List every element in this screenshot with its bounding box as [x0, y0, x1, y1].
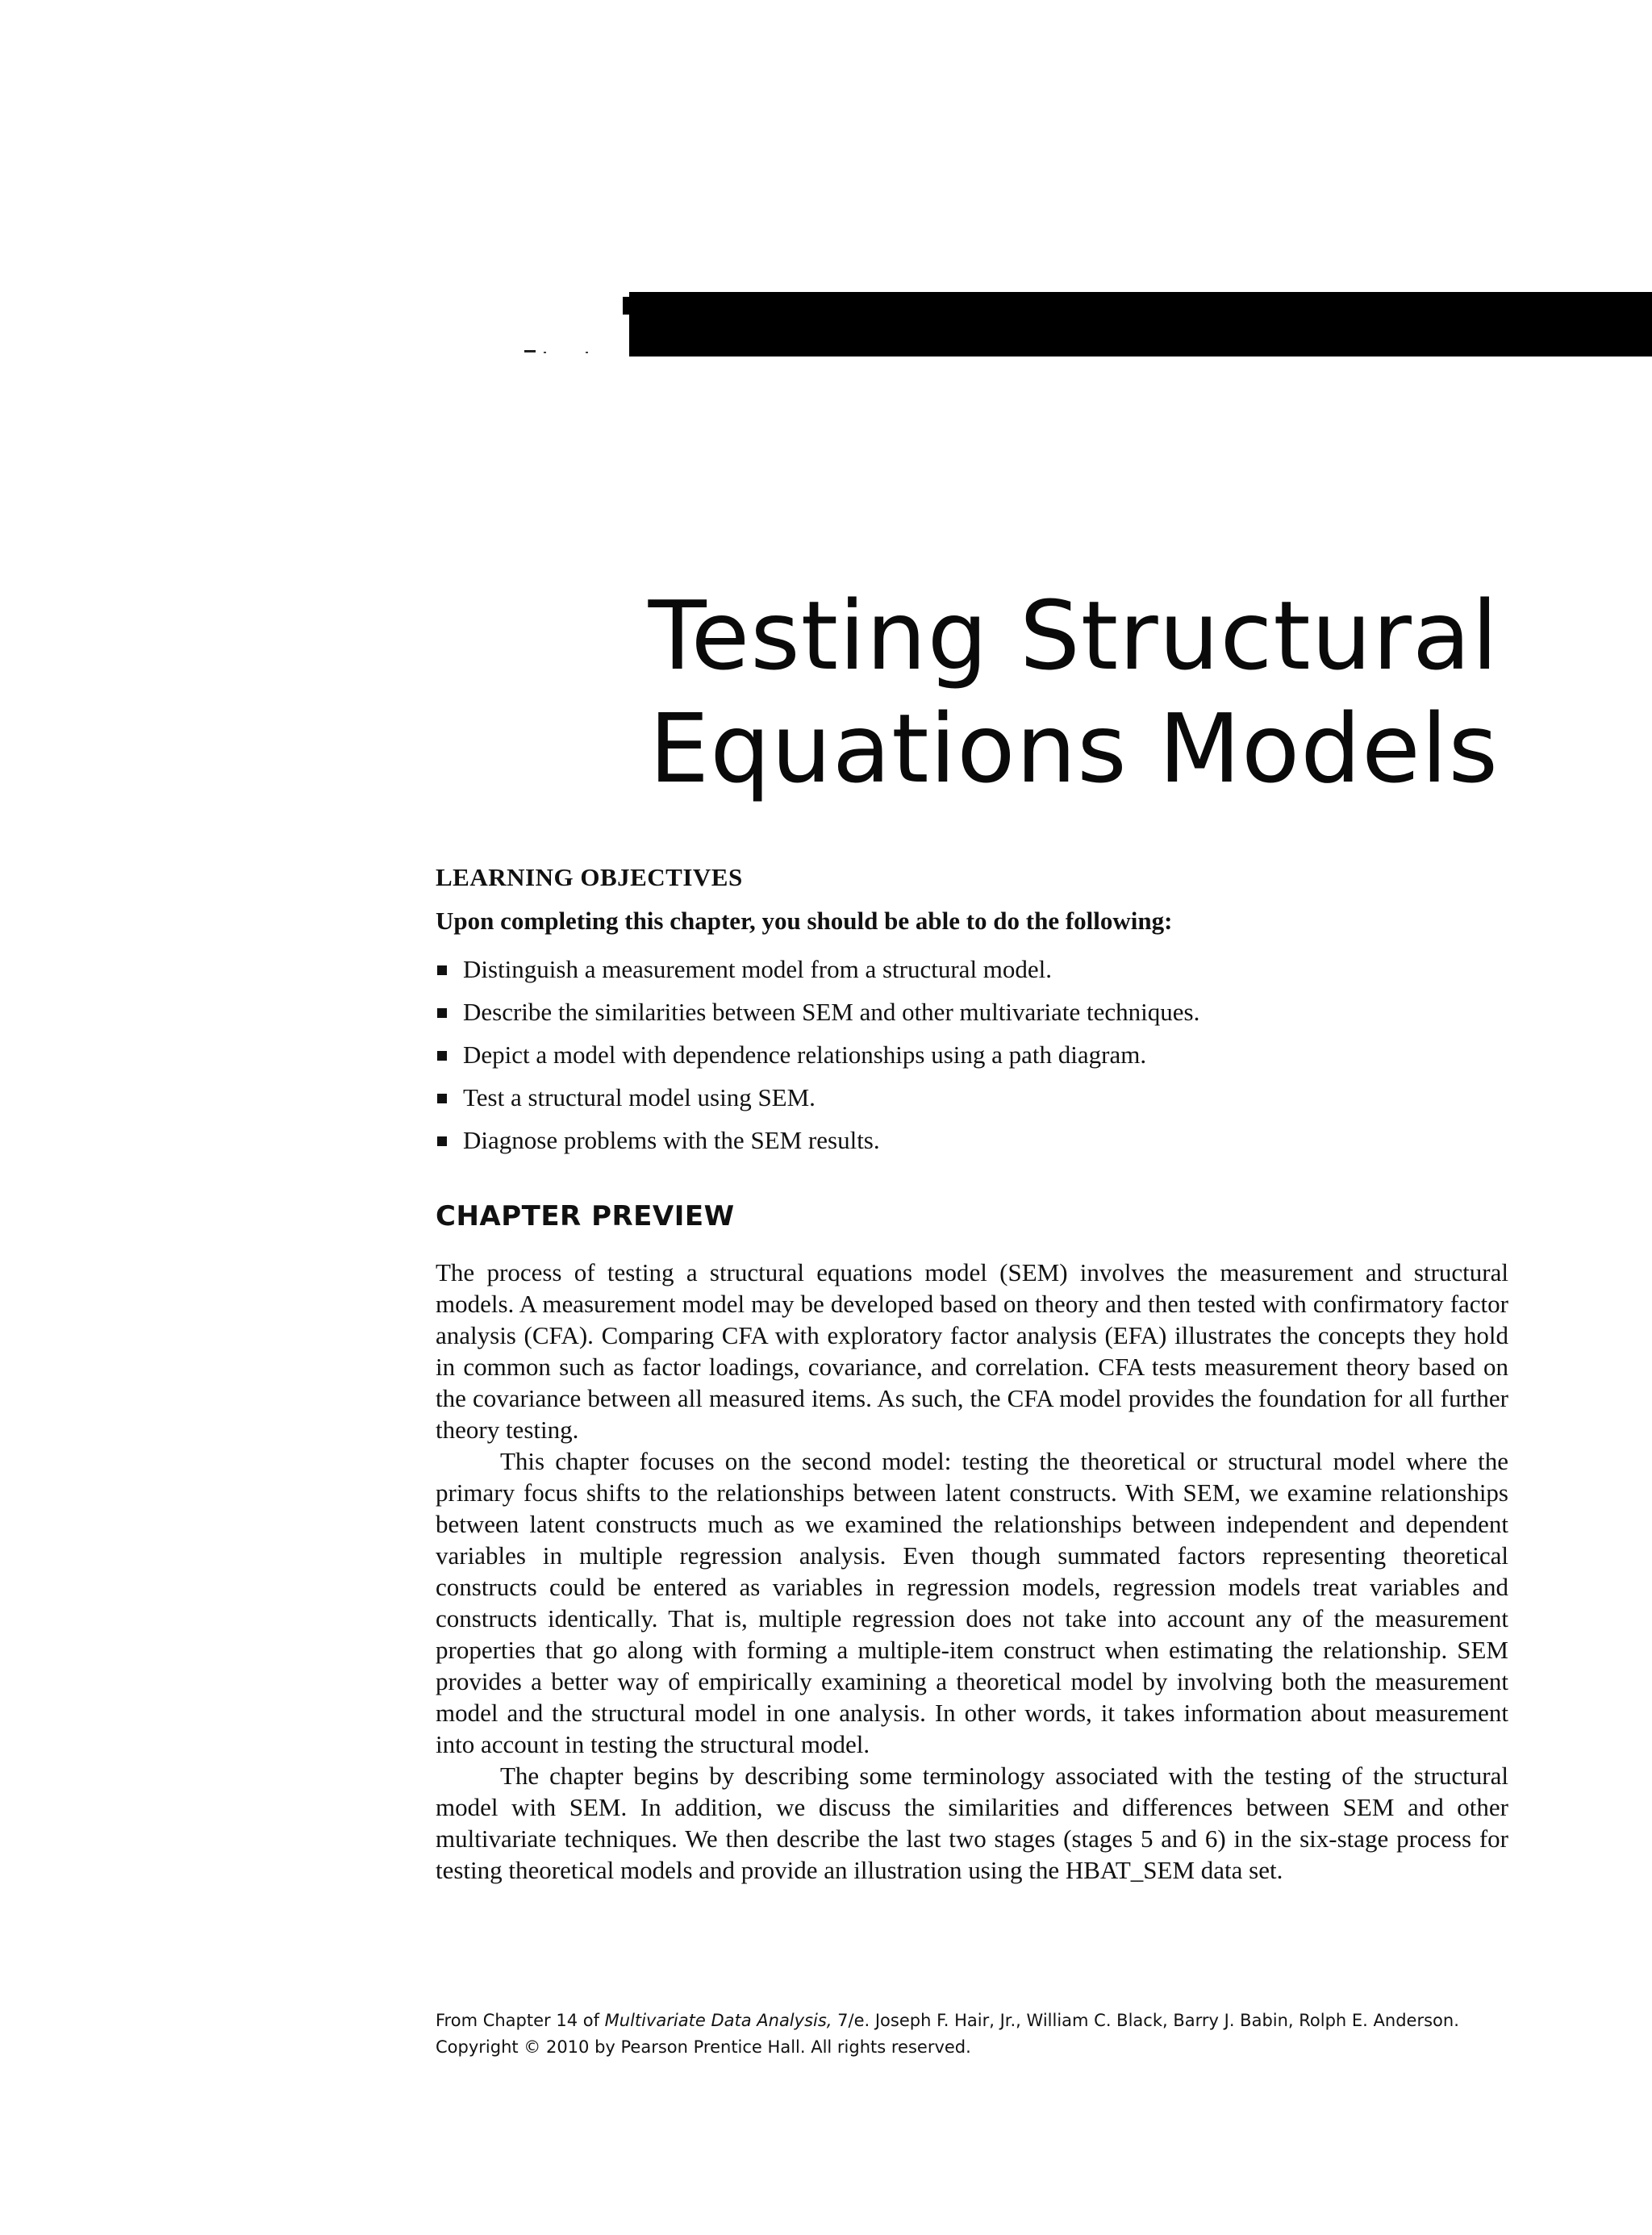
square-bullet-icon — [437, 1051, 447, 1061]
objective-item — [436, 955, 1508, 984]
objective-text: Depict a model with dependence relationships using a path diagram. — [463, 1040, 1147, 1069]
square-bullet-icon — [437, 965, 447, 975]
copyright-line: Copyright © 2010 by Pearson Prentice Hall. All rights reserved. — [436, 2037, 971, 2057]
scan-speck — [586, 352, 588, 353]
square-bullet-icon — [437, 1136, 447, 1146]
objective-item — [436, 998, 1508, 1027]
learning-objectives-list — [436, 955, 1508, 1155]
objective-item — [436, 1083, 1508, 1112]
chapter-title-line-2: Equations Models — [649, 693, 1499, 804]
learning-objectives-heading: LEARNING OBJECTIVES — [436, 863, 743, 891]
scan-speck — [524, 350, 536, 352]
scan-specks — [524, 347, 597, 355]
square-bullet-icon — [437, 1008, 447, 1018]
scan-speck — [544, 352, 546, 353]
source-suffix: 7/e. Joseph F. Hair, Jr., William C. Black, Barry J. Babin, Rolph E. Anderson. — [832, 2011, 1459, 2030]
source-line — [436, 2008, 1516, 2034]
learning-objectives-intro: Upon completing this chapter, you should be able to do the following: — [436, 907, 1173, 935]
preview-paragraph-1: The process of testing a structural equations model (SEM) involves the measurement and structural models. A measurement model may be developed based on theory and then tested with confirmatory factor analysis (CFA). Comparing CFA with exploratory factor analysis (EFA) illustrates the concepts they hold in common such as factor loadings, covariance, and correlation. CFA tests measurement theory based on the covariance between all measured items. As such, the CFA model provides the foundation for all further theory testing. — [436, 1258, 1508, 1444]
source-prefix: From Chapter 14 of — [436, 2011, 605, 2030]
book-title: Multivariate Data Analysis, — [604, 2011, 832, 2030]
objective-text: Test a structural model using SEM. — [463, 1083, 816, 1111]
objective-text: Describe the similarities between SEM and other multivariate techniques. — [463, 998, 1200, 1026]
preview-paragraph-2: This chapter focuses on the second model: testing the theoretical or structural model where the primary focus shifts to the relationships between latent constructs. With SEM, we examine relationships between latent constructs much as we examined the relationships between independent and dependent variables in multiple regression analysis. Even though summated factors representing theoretical constructs could be entered as variables in regression models, regression models treat variables and constructs identically. That is, multiple regression does not take into account any of the measurement properties that go along with forming a multiple-item construct when estimating the relationship. SEM provides a better way of empirically examining a theoretical model by involving both the measurement model and the structural model in one analysis. In other words, it takes information about measurement into account in testing the structural model. — [436, 1447, 1508, 1758]
preview-paragraph-3: The chapter begins by describing some terminology associated with the testing of the structural model with SEM. In addition, we discuss the similarities and differences between SEM and other multivariate techniques. We then describe the last two stages (stages 5 and 6) in the six-stage process for testing theoretical models and provide an illustration using the HBAT_SEM data set. — [436, 1762, 1508, 1884]
objective-text: Distinguish a measurement model from a structural model. — [463, 955, 1053, 983]
chapter-header-bar — [629, 292, 1652, 357]
objective-item — [436, 1040, 1508, 1070]
square-bullet-icon — [437, 1094, 447, 1103]
objective-text: Diagnose problems with the SEM results. — [463, 1126, 880, 1154]
chapter-title-line-1: Testing Structural — [648, 580, 1499, 691]
chapter-preview-heading: CHAPTER PREVIEW — [436, 1200, 735, 1232]
objective-item — [436, 1126, 1508, 1155]
header-bar-notch — [623, 297, 631, 315]
source-footer — [436, 2008, 1516, 2061]
chapter-content — [436, 863, 1508, 1886]
chapter-title — [450, 579, 1499, 805]
